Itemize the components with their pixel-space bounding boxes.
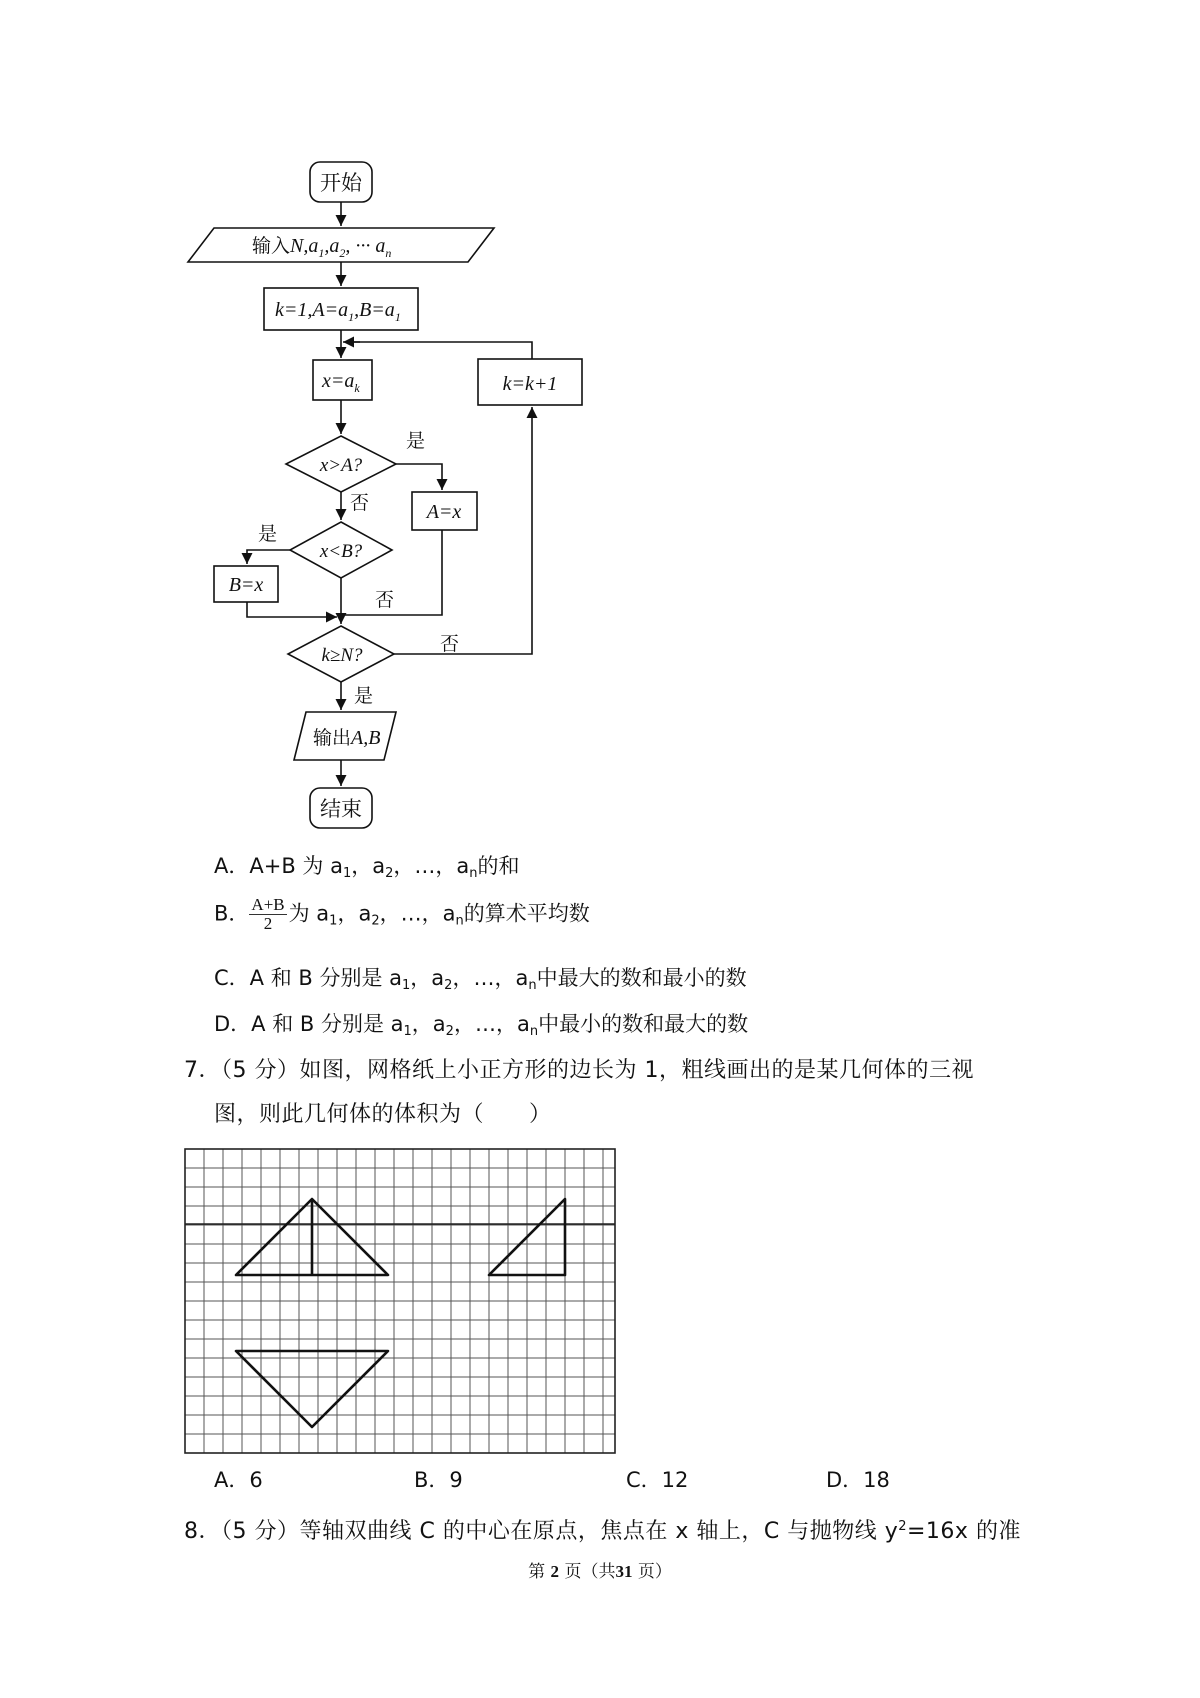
fraction: $\frac{A+B}{2}$ [251, 895, 285, 933]
q7-line2: 图，则此几何体的体积为（ ） [214, 1102, 552, 1127]
q6-option-a: A．A+B 为 $a_1$，$a_2$，…，$a_n$的和 [214, 854, 520, 881]
q8-line1: 8．（5 分）等轴双曲线 C 的中心在原点，焦点在 x 轴上，C 与抛物线 $y^2=16x$ 的准 [184, 1519, 1021, 1544]
three-view-grid [180, 1144, 630, 1460]
cond3-yes: 是 [354, 685, 374, 707]
cond1-no: 否 [350, 492, 370, 514]
input-label: 输入$N,a_1,a_2$, ··· $a_n$ [252, 235, 392, 260]
assign-x-label: $x=a_k$ [322, 370, 360, 395]
set-a-label: A=x [426, 501, 462, 523]
q6-option-b: B． $\frac{A+B}{2}$ 为 $a_1$，$a_2$，…，$a_n$的算术平均数 [214, 895, 590, 933]
q6-option-c: C．A 和 B 分别是 $a_1$，$a_2$，…，$a_n$中最大的数和最小的数 [214, 966, 747, 993]
cond3-label: k≥N? [321, 645, 363, 666]
output-label: 输出A,B [313, 727, 381, 749]
q7-option-d: D．18 [826, 1468, 890, 1492]
cond1-label: x>A? [319, 455, 363, 476]
cond2-label: x<B? [319, 541, 363, 562]
q6-option-d: D．A 和 B 分别是 $a_1$，$a_2$，…，$a_n$中最小的数和最大的数 [214, 1012, 749, 1039]
set-b-label: B=x [228, 574, 264, 596]
init-label: $k=1,A=a_1,B=a_1$ [275, 299, 401, 324]
page-footer: 第 2 页（共31 页） [528, 1562, 672, 1582]
end-label: 结束 [320, 797, 362, 821]
q7-line1: 7．（5 分）如图，网格纸上小正方形的边长为 1，粗线画出的是某几何体的三视 [184, 1058, 974, 1083]
top-view-triangle [236, 1351, 388, 1427]
q7-option-a: A．6 [214, 1468, 263, 1492]
q7-option-c: C．12 [626, 1468, 689, 1492]
cond2-yes: 是 [258, 523, 278, 545]
increment-label: k=k+1 [502, 373, 558, 395]
cond1-yes: 是 [406, 430, 426, 452]
start-label: 开始 [320, 171, 362, 195]
cond3-no: 否 [440, 633, 460, 655]
q7-option-b: B．9 [414, 1468, 463, 1492]
cond2-no: 否 [375, 589, 395, 611]
